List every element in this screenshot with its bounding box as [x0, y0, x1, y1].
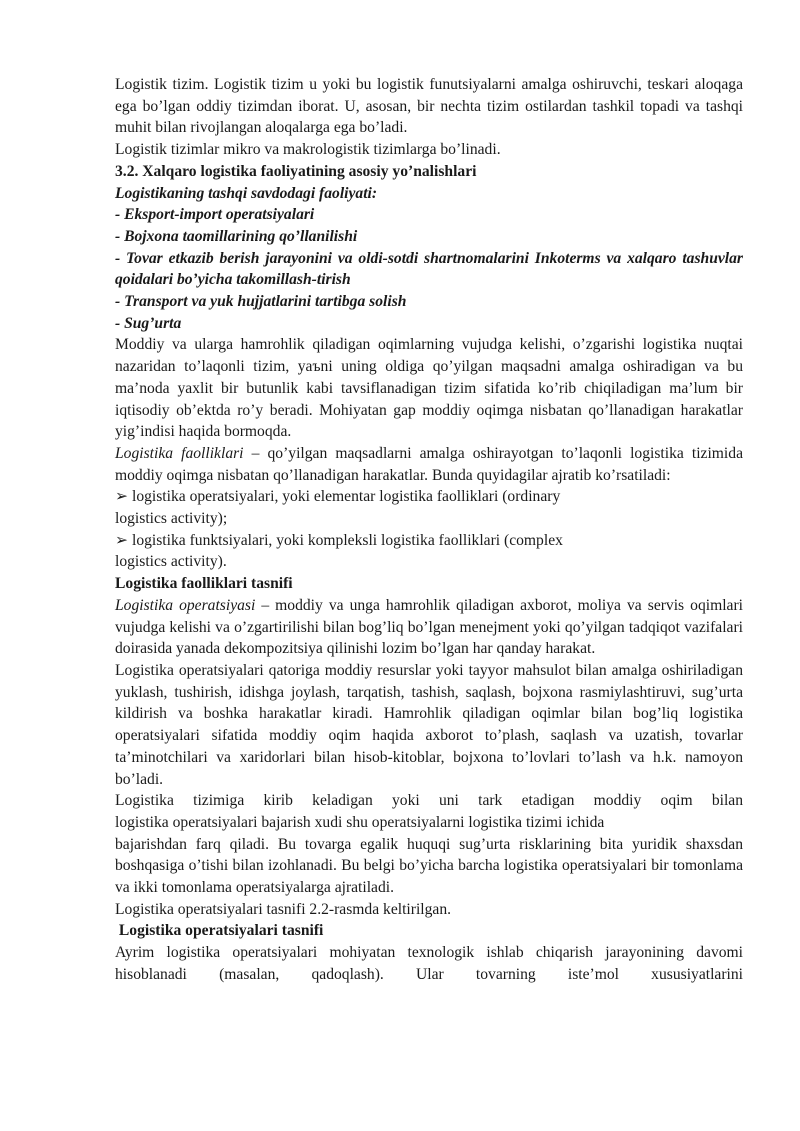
document-page [115, 74, 743, 986]
paragraph-material-flows: Moddiy va ularga hamrohlik qiladigan oqimlarning vujudga kelishi, o’zgarishi logistika nuqtai nazaridan to’laqonli tizim, yaъni uning oldiga qo’yilgan maqsadni amalga oshiradigan va bu ma’noda yaxlit bir butunlik kabi tavsiflanadigan tizim sifatida ko’rib chiqiladigan ma’lum bir iqtisodiy ob’ektda ro’y beradi. Mohiyatan gap moddiy oqimga nisbatan qo’llanadigan harakatlar yig’indisi haqida bormoqda. [115, 336, 743, 441]
subheading-foreign-trade: Logistikaning tashqi savdodagi faoliyati: [115, 184, 378, 202]
bullet-continuation: logistics activity). [115, 553, 227, 571]
list-item: - Tovar etkazib berish jarayonini va oldi-sotdi shartnomalarini Inkoterms va xalqaro tashuvlar qoidalari bo’yicha takomillash-tirish [115, 249, 743, 289]
bullet-continuation: logistics activity); [115, 510, 228, 528]
list-item: - Eksport-import operatsiyalari [115, 206, 315, 224]
bullet-text: logistika funktsiyalari, yoki kompleksli logistika faolliklari (complex [131, 531, 563, 549]
paragraph-logistics-activities [115, 443, 743, 486]
paragraph-figure-reference: Logistika operatsiyalari tasnifi 2.2-rasmda keltirilgan. [115, 900, 452, 918]
term-logistika-faolliklari: Logistika faolliklari [115, 444, 244, 462]
paragraph-ownership: bajarishdan farq qiladi. Bu tovarga egalik huquqi sug’urta risklarining bita yuridik shaxsdan boshqasiga o’tishi bilan izohlanadi. Bu belgi bo’yicha barcha logistika operatsiyalari bir tomonlama va ikki tomonlama operatsiyalarga ajratiladi. [115, 835, 743, 897]
paragraph-logistic-system: Logistik tizim. Logistik tizim u yoki bu logistik funutsiyalarni amalga oshiruvchi, teskari aloqaga ega bo’lgan oddiy tizimdan iborat. U, asosan, bir nechta tizim ostilardan tashkil topadi va tashqi muhit bilan rivojlangan aloqalarga ega bo’ladi. [115, 76, 743, 137]
bullet-item [115, 530, 743, 552]
heading-operations-classification: Logistika operatsiyalari tasnifi [115, 922, 324, 940]
paragraph-line: Logistika tizimiga kirib keladigan yoki uni tark etadigan moddiy oqim bilan [115, 792, 743, 810]
bullet-text: logistika operatsiyalari, yoki elementar logistika faolliklari (ordinary [131, 488, 561, 506]
definition-text: – moddiy va unga hamrohlik qiladigan axborot, moliya va servis oqimlari vujudga kelishi va o’zgartirilishi bilan bog’liq bo’lgan menejment yoki qo’yilgan tadqiqot vazifalari doirasida yanada dekompozitsiya qilinishi lozim bo’lgan har qanday harakat. [115, 596, 743, 658]
paragraph-system-types: Logistik tizimlar mikro va makrologistik tizimlarga bo’linadi. [115, 141, 501, 159]
bullet-item [115, 486, 743, 508]
section-heading-3-2: 3.2. Xalqaro logistika faoliyatining asosiy yo’nalishlari [115, 162, 477, 180]
paragraph-logistics-operation [115, 595, 743, 660]
paragraph-line: logistika operatsiyalari bajarish xudi shu operatsiyalarni logistika tizimi ichida [115, 813, 605, 831]
paragraph-technological-operations: Ayrim logistika operatsiyalari mohiyatan texnologik ishlab chiqarish jarayonining davomi hisoblanadi (masalan, qadoqlash). Ular tovarning iste’mol xususiyatlarini [115, 944, 743, 983]
definition-text: – qo’yilgan maqsadlarni amalga oshirayotgan to’laqonli logistika tizimida moddiy oqimga nisbatan qo’llanadigan harakatlar. Bunda quyidagilar ajratib ko’rsatiladi: [115, 444, 743, 484]
arrow-bullet-icon: ➢ [115, 531, 129, 549]
list-item: - Sug’urta [115, 314, 182, 332]
arrow-bullet-icon: ➢ [115, 488, 129, 506]
paragraph-operations-list: Logistika operatsiyalari qatoriga moddiy resurslar yoki tayyor mahsulot bilan amalga oshiriladigan yuklash, tushirish, idishga joylash, tarqatish, tashish, saqlash, bojxona rasmiylashtiruvi, sug’urta kildirish va boshka harakatlar kiradi. Hamrohlik qiladigan oqimlar bilan bog’liq logistika operatsiyalari sifatida moddiy oqim haqida axborot to’plash, saqlash va uzatish, tovarlar ta’minotchilari va xaridorlari bilan hisob-kitoblar, bojxona to’lovlari to’lash va h.k. namoyon bo’ladi. [115, 661, 743, 788]
term-logistika-operatsiyasi: Logistika operatsiyasi [115, 596, 256, 614]
heading-activities-classification: Logistika faolliklari tasnifi [115, 575, 293, 593]
list-item: - Bojxona taomillarining qo’llanilishi [115, 227, 358, 245]
list-item: - Transport va yuk hujjatlarini tartibga solish [115, 293, 407, 311]
